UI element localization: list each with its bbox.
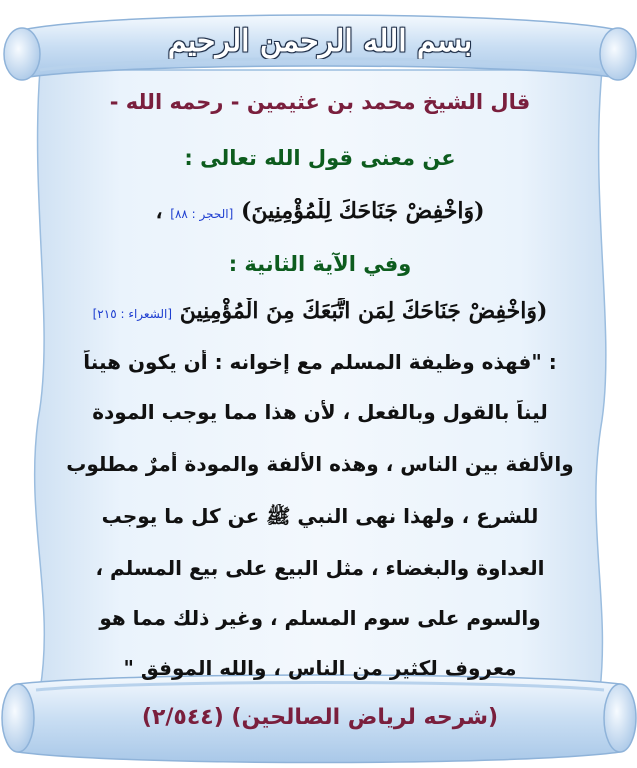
quote-line-3: والألفة بين الناس ، وهذه الألفة والمودة أمرٌ مطلوب <box>66 452 574 476</box>
verse-2-text: (وَاخْفِضْ جَنَاحَكَ لِمَنِ اتَّبَعَكَ مِنَ الْمُؤْمِنِينَ <box>179 298 548 324</box>
verse-1-reference: [الحجر : ٨٨] <box>170 207 234 221</box>
second-verse-intro: وفي الآية الثانية : <box>228 252 412 276</box>
basmala: بسم الله الرحمن الرحيم <box>167 24 473 59</box>
scroll-content <box>30 0 610 768</box>
quote-line-1: : "فهذه وظيفة المسلم مع إخوانه : أن يكون هيناً <box>83 350 557 374</box>
quote-line-2: ليناً بالقول وبالفعل ، لأن هذا مما يوجب المودة <box>92 400 548 424</box>
quote-line-4: للشرع ، ولهذا نهى النبي ﷺ عن كل ما يوجب <box>101 504 539 528</box>
verse-1-text: (وَاخْفِضْ جَنَاحَكَ لِلْمُؤْمِنِينَ) <box>240 198 485 224</box>
verse-2 <box>30 298 610 324</box>
verse-1 <box>30 198 610 224</box>
source-citation: (شرحه لرياض الصالحين) (٢/٥٤٤) <box>141 705 499 730</box>
quote-line-6: والسوم على سوم المسلم ، وغير ذلك مما هو <box>99 606 541 630</box>
quote-line-7: معروف لكثير من الناس ، والله الموفق " <box>123 656 517 680</box>
intro-heading: عن معنى قول الله تعالى : <box>184 146 456 170</box>
verse-1-suffix: ، <box>155 198 163 224</box>
verse-2-reference: [الشعراء : ٢١٥] <box>92 307 173 321</box>
quote-line-5: العداوة والبغضاء ، مثل البيع على بيع المسلم ، <box>95 556 545 580</box>
attribution-heading: قال الشيخ محمد بن عثيمين - رحمه الله - <box>109 90 531 114</box>
